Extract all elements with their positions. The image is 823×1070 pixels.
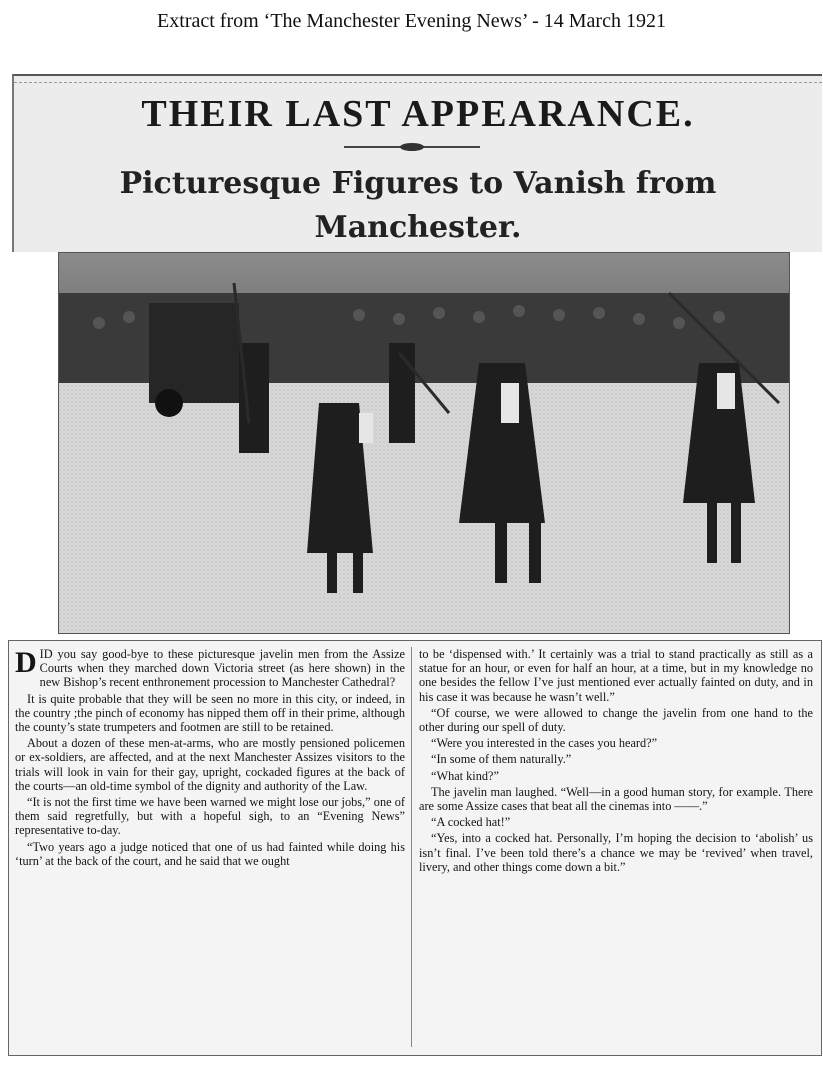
article-paragraph: “Of course, we were allowed to change the javelin from one hand to the other during our spell of duty. <box>419 705 813 735</box>
ornamental-rule <box>344 146 480 148</box>
article-paragraph: It is quite probable that they will be seen no more in this city, or indeed, in the country ;the pinch of economy has nipped them off in their prime, although the county’s state trumpeters and footmen are still to be retained. <box>15 691 405 735</box>
article-paragraph: “It is not the first time we have been warned we might lose our jobs,” one of them said regretfully, but with a hopeful sigh, to an “Evening News” representative to-day. <box>15 795 405 838</box>
article-paragraph: DID you say good-bye to these picturesque javelin men from the Assize Courts when they marched down Victoria street (as here shown) in the new Bishop’s recent enthronement procession to Manchester Cathedral? <box>15 646 405 690</box>
procession-photo <box>58 252 790 634</box>
drop-cap: D <box>15 646 37 679</box>
article-paragraph: About a dozen of these men-at-arms, who are mostly pensioned policemen or ex-soldiers, are affected, and at the next Manchester Assizes visitors to the trials will look in vain for their gay, upright, cockaded figures at the back of the courts—an old-time symbol of the dignity and authority of the Law. <box>15 736 405 793</box>
headline-box <box>12 74 822 252</box>
article-paragraph: “Two years ago a judge noticed that one of us had fainted while doing his ‘turn’ at the back of the court, and he said that we ought <box>15 839 405 868</box>
column-divider <box>411 647 412 1047</box>
article-column-right <box>419 647 813 876</box>
headline-title: THEIR LAST APPEARANCE. <box>141 93 695 135</box>
article-column-left <box>15 647 405 870</box>
page-caption: Extract from ‘The Manchester Evening News’ - 14 March 1921 <box>157 10 666 32</box>
article-paragraph: to be ‘dispensed with.’ It certainly was a trial to stand practically as still as a statue for an hour, or even for half an hour, at a time, but in my knowledge no one besides the fellow I’ve just mentioned ever actually fainted on duty, and in his case it was because he wasn’t well.” <box>419 647 813 704</box>
procession-photo-illustration <box>59 253 789 633</box>
article-paragraph: “A cocked hat!” <box>431 815 511 830</box>
article-paragraph: “In some of them naturally.” <box>431 752 572 767</box>
article-paragraph: The javelin man laughed. “Well—in a good human story, for example. There are some Assize cases that beat all the cinemas into ——.” <box>419 784 813 814</box>
article-paragraph: “Were you interested in the cases you heard?” <box>431 736 658 751</box>
article-body <box>8 640 822 1056</box>
article-paragraph: “Yes, into a cocked hat. Personally, I’m hoping the decision to ‘abolish’ us isn’t final. I’ve been told there’s a chance we may be ‘revived’ when travel, livery, and other things come down a bit.” <box>419 831 813 874</box>
article-paragraph: “What kind?” <box>431 768 499 783</box>
headline-subtitle: Picturesque Figures to Vanish from Manchester. <box>119 166 717 245</box>
